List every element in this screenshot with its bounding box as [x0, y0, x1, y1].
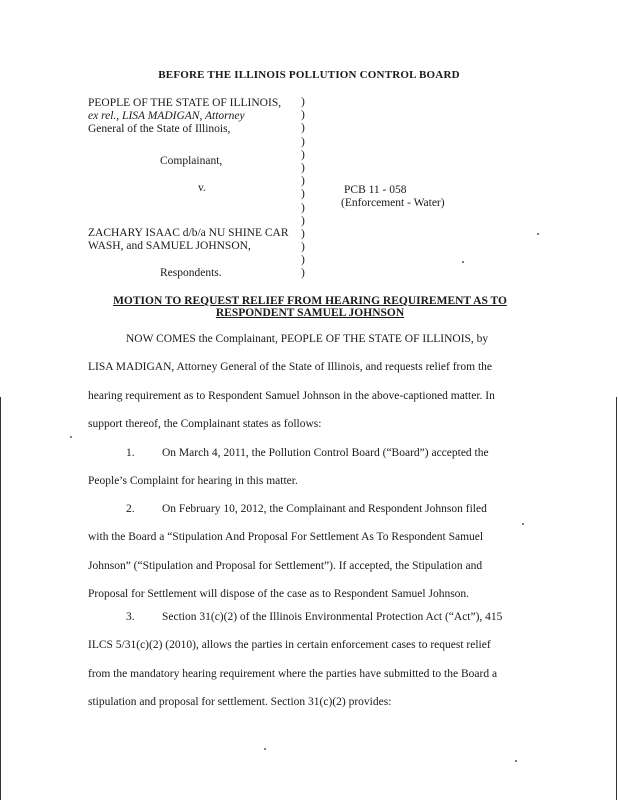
caption-party-line-2-text: ex rel., LISA MADIGAN, Attorney [88, 110, 245, 122]
scan-speck [537, 233, 539, 235]
scan-margin-left [0, 397, 1, 800]
scan-speck [264, 748, 266, 750]
paren: ) [301, 254, 305, 267]
motion-title [60, 295, 560, 319]
paren: ) [301, 96, 305, 108]
caption-versus: v. [198, 182, 206, 194]
intro-line: hearing requirement as to Respondent Samuel Johnson in the above-captioned matter. In [88, 389, 495, 402]
caption-paren-column [301, 96, 305, 281]
paren: ) [301, 161, 305, 174]
paren: ) [301, 214, 305, 227]
paren: ) [301, 227, 305, 240]
scan-margin-right [616, 397, 617, 800]
caption-respondents-label: Respondents. [160, 267, 222, 279]
paragraph-line: from the mandatory hearing requirement where the parties have submitted to the Board a [88, 667, 498, 680]
paren: ) [301, 188, 305, 201]
paragraph-line: People’s Complaint for hearing in this matter. [88, 475, 298, 488]
paren: ) [301, 122, 305, 135]
caption-respondent-line-2: WASH, and SAMUEL JOHNSON, [88, 240, 251, 252]
intro-line: LISA MADIGAN, Attorney General of the State of Illinois, and requests relief from the [88, 361, 492, 374]
paren: ) [301, 201, 305, 214]
caption-party-line-3: General of the State of Illinois, [88, 123, 231, 135]
paragraph-number: 2. [126, 503, 135, 515]
paren: ) [301, 267, 305, 280]
scan-speck [515, 760, 517, 762]
intro-paragraph [88, 325, 518, 438]
paragraph-text: Section 31(c)(2) of the Illinois Environmental Protection Act (“Act”), 415 [162, 611, 503, 623]
court-heading: BEFORE THE ILLINOIS POLLUTION CONTROL BOARD [158, 69, 460, 81]
paren: ) [301, 135, 305, 148]
scan-speck [522, 523, 524, 525]
paragraph-line: Proposal for Settlement will dispose of the case as to Respondent Samuel Johnson. [88, 587, 470, 600]
caption-party-line-2 [88, 110, 245, 123]
paren: ) [301, 241, 305, 254]
caption-party-line-1: PEOPLE OF THE STATE OF ILLINOIS, [88, 97, 282, 109]
motion-title-line-2: RESPONDENT SAMUEL JOHNSON [215, 307, 405, 319]
motion-title-line-1: MOTION TO REQUEST RELIEF FROM HEARING REQUIREMENT AS TO [113, 295, 507, 307]
paren: ) [301, 148, 305, 161]
paragraph-line: with the Board a “Stipulation And Proposal For Settlement As To Respondent Samuel [88, 531, 484, 544]
paragraph-text: On February 10, 2012, the Complainant and Respondent Johnson filed [162, 503, 487, 515]
caption-respondent-line-1: ZACHARY ISAAC d/b/a NU SHINE CAR [88, 227, 289, 239]
paren: ) [301, 175, 305, 188]
scan-speck [70, 436, 72, 438]
paragraph-number: 3. [126, 611, 135, 623]
scan-speck [462, 261, 464, 263]
paragraph-line [88, 439, 518, 467]
paren: ) [301, 109, 305, 122]
paragraph-number: 1. [126, 447, 135, 459]
numbered-paragraph-3 [88, 603, 518, 716]
paragraph-line: Johnson” (“Stipulation and Proposal for Settlement”). If accepted, the Stipulation and [88, 559, 483, 572]
numbered-paragraph-1 [88, 439, 518, 496]
intro-line: support thereof, the Complainant states as follows: [88, 417, 322, 430]
intro-line: NOW COMES the Complainant, PEOPLE OF THE STATE OF ILLINOIS, by [126, 333, 489, 345]
paragraph-line: ILCS 5/31(c)(2) (2010), allows the parties in certain enforcement cases to request relief [88, 639, 491, 652]
case-number: PCB 11 - 058 [344, 184, 407, 196]
case-type: (Enforcement - Water) [341, 197, 445, 209]
paragraph-line: stipulation and proposal for settlement. Section 31(c)(2) provides: [88, 695, 392, 708]
numbered-paragraph-2 [88, 495, 518, 608]
paragraph-line [88, 603, 518, 631]
caption-complainant-label: Complainant, [160, 155, 223, 167]
paragraph-text: On March 4, 2011, the Pollution Control Board (“Board”) accepted the [162, 447, 489, 459]
paragraph-line [88, 495, 518, 523]
